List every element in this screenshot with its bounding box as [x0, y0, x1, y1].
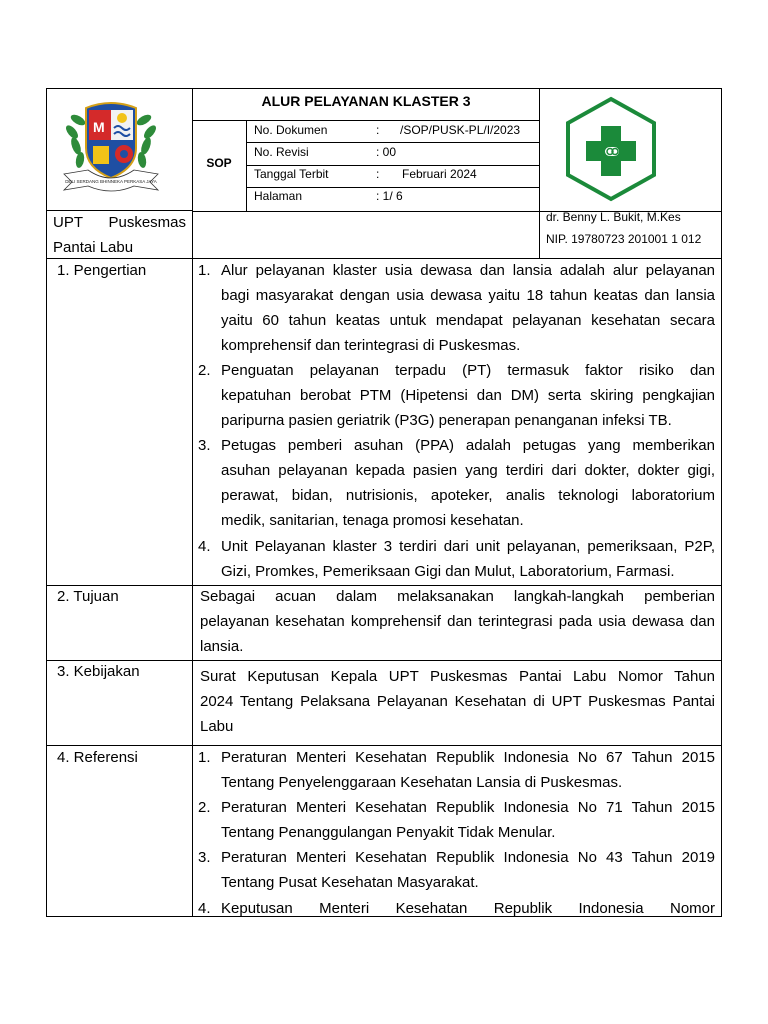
list-number: 1.: [198, 749, 211, 766]
list-item: [198, 795, 715, 845]
org-name: [53, 210, 186, 260]
section-label-pengertian: 1. Pengertian: [57, 262, 147, 279]
sop-label: SOP: [206, 156, 232, 170]
text-line: bagi masyarakat dengan usia dewasa yaitu 18 tahun keatas dan lansia: [221, 287, 715, 304]
kebijakan-text: [200, 664, 715, 739]
text-line: Peraturan Menteri Kesehatan Republik Indonesia No 67 Tahun 2015: [221, 749, 715, 766]
text-line: kepatuhan berobat PTM (Hipetensi dan DM) serta skiring pengkajian: [221, 387, 715, 404]
text-line: Labu: [200, 718, 234, 735]
text-line: perawat, bidan, nutrisionis, apoteker, analis teknologi laboratorium: [221, 487, 715, 504]
text-line: Sebagai acuan dalam melaksanakan langkah-langkah pemberian: [200, 588, 715, 605]
text-line: Keputusan Menteri Kesehatan Republik Indonesia Nomor: [221, 900, 715, 917]
list-number: 2.: [198, 362, 211, 379]
list-number: 3.: [198, 849, 211, 866]
text-line: Surat Keputusan Kepala UPT Puskesmas Pantai Labu Nomor Tahun: [200, 668, 715, 685]
deli-serdang-emblem: [58, 96, 164, 196]
text-line: medik, sanitarian, tenaga promosi kesehatan.: [221, 512, 524, 529]
document-title: ALUR PELAYANAN KLASTER 3: [261, 93, 471, 109]
list-number: 4.: [198, 900, 211, 917]
section-label-kebijakan: 3. Kebijakan: [57, 663, 140, 680]
list-item: [198, 258, 715, 358]
text-line: asuhan pelayanan kepada pasien yang terdiri dari dokter, dokter gigi,: [221, 462, 715, 479]
org-name-part: UPT: [53, 214, 83, 231]
doc-row-sep: :: [376, 123, 380, 137]
text-line: Unit Pelayanan klaster 3 terdiri dari unit pelayanan, pemeriksaan, P2P,: [221, 538, 715, 555]
doc-row-value: /SOP/PUSK-PL/I/2023: [400, 123, 521, 137]
text-line: paripurna pasien geriatrik (P3G) penerapan penanganan infeksi TB.: [221, 412, 672, 429]
doc-row-label: Halaman: [254, 189, 303, 203]
text-line: Petugas pemberi asuhan (PPA) adalah petugas yang memberikan: [221, 437, 715, 454]
doc-row-sep: :: [376, 167, 380, 181]
list-item: [198, 896, 715, 921]
list-number: 4.: [198, 538, 211, 555]
tujuan-text: [200, 584, 715, 659]
list-item: [198, 433, 715, 533]
emblem-motto: DELI SERDANG BHINNEKA PERKASA JAYA: [65, 179, 157, 184]
svg-text:M: M: [93, 119, 105, 135]
doc-row-value: Februari 2024: [402, 167, 477, 181]
text-line: komprehensif dan terintegrasi di Puskesmas.: [221, 337, 521, 354]
doc-row-label: No. Dokumen: [254, 123, 328, 137]
org-name-part: Puskesmas: [108, 214, 186, 231]
puskesmas-logo: [565, 96, 657, 202]
text-line: Peraturan Menteri Kesehatan Republik Indonesia No 43 Tahun 2019: [221, 849, 715, 866]
list-item: [198, 358, 715, 433]
list-item: [198, 534, 715, 584]
section-label-referensi: 4. Referensi: [57, 749, 138, 766]
text-line: Tentang Pusat Kesehatan Masyarakat.: [221, 874, 479, 891]
text-line: Penguatan pelayanan terpadu (PT) termasuk faktor risiko dan: [221, 362, 715, 379]
list-item: [198, 845, 715, 895]
text-line: Peraturan Menteri Kesehatan Republik Indonesia No 71 Tahun 2015: [221, 799, 715, 816]
list-item: [198, 745, 715, 795]
doc-row-value: : 1/ 6: [376, 189, 403, 203]
org-name-part: Pantai Labu: [53, 239, 134, 256]
signer-nip: NIP. 19780723 201001 1 012: [546, 232, 702, 246]
text-line: pelayanan kesehatan komprehensif dan terintegrasi pada usia dewasa dan: [200, 613, 715, 630]
text-line: Gizi, Promkes, Pemeriksaan Gigi dan Mulut, Laboratorium, Farmasi.: [221, 563, 675, 580]
text-line: Tentang Penyelenggaraan Kesehatan Lansia di Puskesmas.: [221, 774, 623, 791]
text-line: 2024 Tentang Pelaksana Pelayanan Kesehatan di UPT Puskesmas Pantai: [200, 693, 715, 710]
text-line: Alur pelayanan klaster usia dewasa dan lansia adalah alur pelayanan: [221, 262, 715, 279]
doc-row-label: No. Revisi: [254, 145, 309, 159]
text-line: Tentang Penanggulangan Penyakit Tidak Menular.: [221, 824, 556, 841]
list-number: 3.: [198, 437, 211, 454]
list-number: 1.: [198, 262, 211, 279]
list-number: 2.: [198, 799, 211, 816]
signer-name: dr. Benny L. Bukit, M.Kes: [546, 210, 681, 224]
section-label-tujuan: 2. Tujuan: [57, 588, 119, 605]
text-line: lansia.: [200, 638, 244, 655]
doc-row-value: : 00: [376, 145, 397, 159]
doc-row-label: Tanggal Terbit: [254, 167, 329, 181]
text-line: yaitu 60 tahun keatas untuk mendapat pelayanan kesehatan secara: [221, 312, 715, 329]
